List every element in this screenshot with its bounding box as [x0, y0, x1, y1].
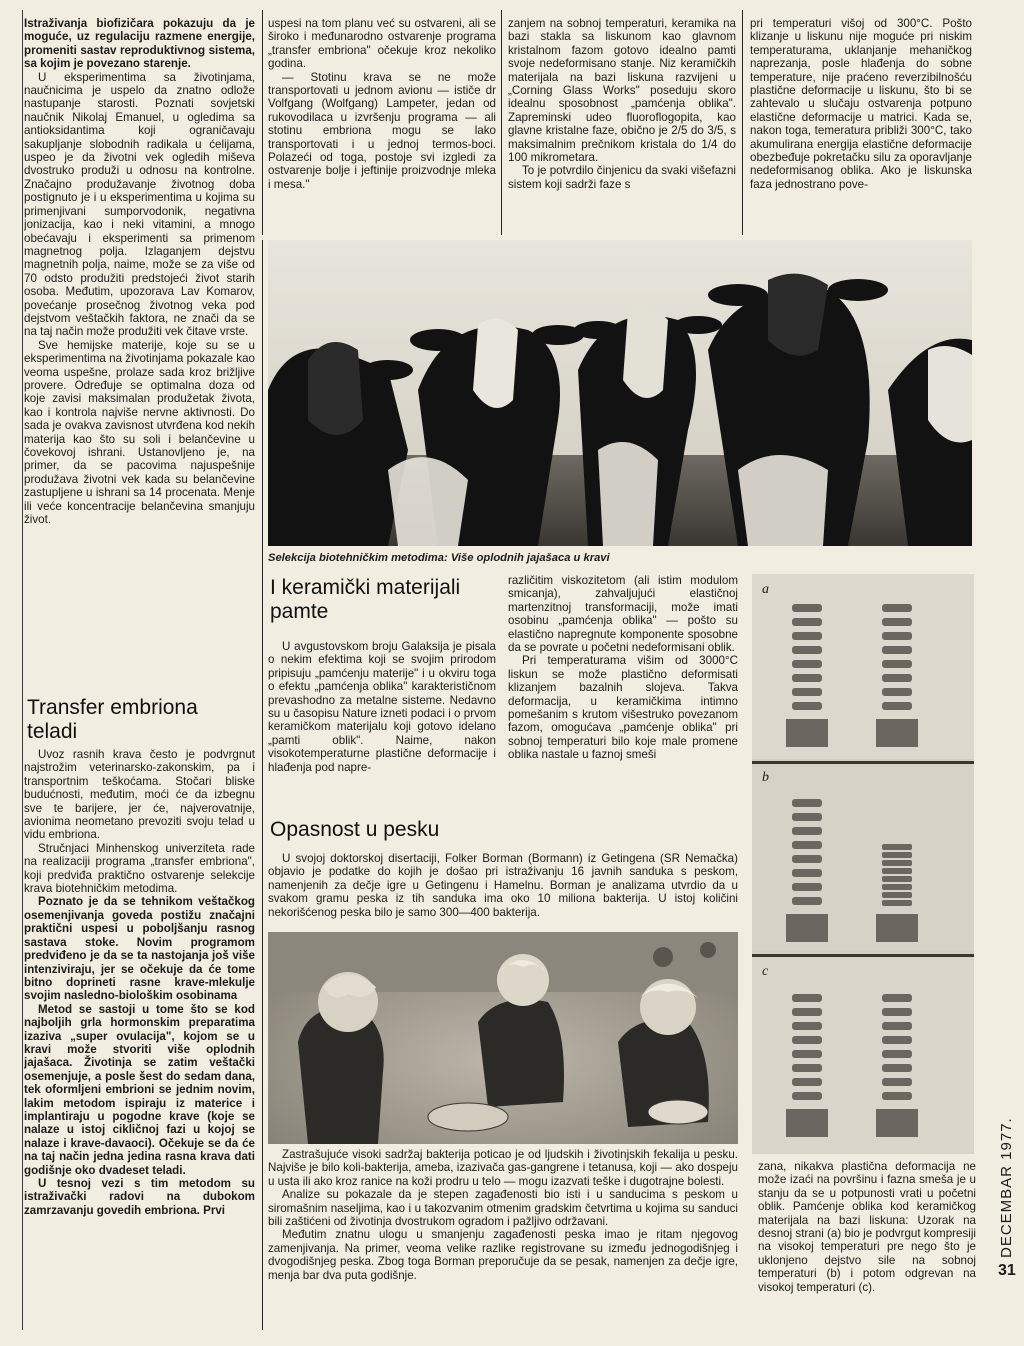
body-paragraph: U tesnoj vezi s tim metodom su istraživački radovi na dubokom zamrzavanju govedih embriona. Prvi	[24, 1177, 255, 1217]
panel-label-c: c	[762, 964, 769, 979]
cows-photo	[268, 240, 972, 546]
spring-samples-illustration	[752, 574, 974, 1154]
page-number: 31	[998, 1262, 1016, 1279]
body-paragraph: Poznato je da se tehnikom veštačkog osemenjivanja goveda postižu značajni praktični uspesi u poboljšanju rasnog sastava stoke. Novim programom predviđeno je da se ta nastojanja još više intenziviraju, jer se očekuje da će tome bitno doprineti rasne krave-mlekulje svojim nasledno-biološkim osobinama	[24, 895, 255, 1003]
transfer-headline: Transfer embriona teladi	[27, 696, 198, 743]
column-4	[750, 17, 972, 232]
body-paragraph: Metod se sastoji u tome što se kod najboljih grla hormonskim preparatima izaziva „super ovulacija", kojom se u kravi može stvoriti više oplodnih jajašaca. Životinja se zatim veštački osemenjuje, a posle šest do sedam dana, tek oformljeni embrioni se jednim novim, lakim metodom ispiraju iz materice i implantiraju u pogodne krave (koje se nalaze u istoj cikličnoj fazi u kojoj se nalaze i krave-davaoci). Očekuje se da će na taj način jedna jedina rasna krava dati godišnje oko dvadeset teladi.	[24, 1002, 255, 1177]
transfer-article	[24, 748, 255, 1334]
column-1	[24, 17, 255, 677]
body-paragraph: To je potvrdilo činjenicu da svaki višefazni sistem koji sadrži faze s	[508, 164, 736, 191]
column-divider	[22, 10, 23, 1330]
panel-label-a: a	[762, 582, 769, 597]
ceramics-col-b	[508, 574, 738, 812]
column-divider	[262, 10, 263, 235]
body-paragraph: Sve hemijske materije, koje su se u eksperimentima na životinjama pokazale kao veoma uspešne, prolaze sada kroz brižljive provere. Određuje se optimalna doza od koje zavisi maksimalan produžetak života, kao i kontrola najviše nervne aktivnosti. Do sada je ovakva zavisnost utvrđena kod nekih materija kao što su soli i belančevine u čovekovoj ishrani. Ustanovljeno je, na primer, da se pacovima najuspešnije produžava životni vek kada su belančevine zastupljene u ishrani sa 14 procenata. Menje ili veće koncentracije belančevina smanjuju život.	[24, 338, 255, 527]
caption-text: zana, nikakva plastična deformacija ne može izaći na površinu i fazna smeša je u stanju da se u potpunosti vrati u početni oblik. Pamćenje oblika kod keramičkog materijala na bazi liskuna: Uzorak na desnoj strani (a) bio je podvrgut kompresiji na visokoj temperaturi pre nego što je uklonjeno dejstvo sile na sobnoj temperaturi (b) i potom odgrevan na visokoj temperaturi (c).	[758, 1160, 976, 1294]
body-paragraph: Međutim znatnu ulogu u smanjenju zagađenosti peska imao je ritam njegovog zamenjivanja. Na primer, veoma velike razlike registrovane su između jednogodišnjeg i dvogodišnjeg peska. Zbog toga Borman preporučuje da se pesak, namenjen za dečje igre, menja bar dva puta godišnje.	[268, 1228, 738, 1282]
body-paragraph: U eksperimentima sa životinjama, naučnicima je uspelo da znatno odlože nastupanje starosti. Poznati sovjetski naučnik Nikolaj Emanuel, u ogledima sa antioksidantima koji ograničavaju sakupljanje slobodnih radikala u ćelijama, uspeo je da životni vek ogledih miševa dvostruko produži u odnosu na kontrolne. Značajno produžavanje životnog doba postignuto je i u eksperimentima u kojima su primenjivani sumporvodonik, negativna jonizacija, kao i neki vitamini, a mnogo obećavaju i eksperimenti sa primenom magnetnog polja. Izlaganjem dejstvu magnetnih polja, naime, može se za više od 70 odsto produžiti predstojeći život starih osoba. Međutim, upozorava Lav Komarov, povećanje prosečnog životnog veka pod dejstvom veštačkih faktora, ne znači da se na taj način može produžiti vek čitave vrste.	[24, 70, 255, 339]
sand-headline: Opasnost u pesku	[270, 818, 440, 841]
body-paragraph: zanjem na sobnoj temperaturi, keramika na bazi stakla sa liskunom kao glavnom kristalnom fazom gotovo idealno pamti svoje nedeformisano stanje. Niz keramičkih materijala na bazi liskuna razvijeni u „Corning Glass Works" poseduju skoro idealnu sposobnost „pamćenja oblika". Zapreminski udeo fluoroflogopita, kao glavne kristalne faze, obično je 2/5 do 3/5, s maksimalnim prečnikom kristala do 1/4 do 100 mikrometara.	[508, 17, 736, 165]
column-divider	[262, 240, 263, 1330]
body-paragraph: uspesi na tom planu već su ostvareni, ali se široko i međunarodno ostvarenje programa „transfer embriona" očekuje kroz nekoliko godina.	[268, 17, 496, 71]
issue-date: DECEMBAR 1977.	[998, 1117, 1015, 1258]
children-illustration	[268, 932, 738, 1144]
body-paragraph: U avgustovskom broju Galaksija je pisala o nekim efektima koji se svojim prirodom pripisuju „pamćenju materije" i u okviru toga o efektu „pamćenja oblika" karakterističnom prevashodno za metalne sisteme. Nedavno su u časopisu Nature izneti podaci i o prvom keramičkom materijalu koji gotovo idelano „pamti oblik". Naime, nakon visokotemperaturne plastične deformacije i hlađenja pod napre-	[268, 640, 496, 774]
spring-panels	[752, 574, 974, 1154]
body-paragraph: Stručnjaci Minhenskog univerziteta rade na realizaciji programa „transfer embriona", koji predviđa praktično ostvarenje selekcije krava biotehničkim metodima.	[24, 841, 255, 896]
body-paragraph: Analize su pokazale da je stepen zagađenosti bio isti i u sanducima s peskom u siromašnim naseljima, kao i u takozvanim otmenim gradskim četvrtima u kojima su sanduci bili zaštićeni od životinja dvostrukom ogradom i pažljivo održavani.	[268, 1188, 738, 1229]
intro-paragraph: Istraživanja biofizičara pokazuju da je moguće, uz regulaciju razmene energije, promeniti sastav reproduktivnog sistema, sa kojim je povezano starenje.	[24, 17, 255, 71]
body-paragraph: U svojoj doktorskoj disertaciji, Folker Borman (Bormann) iz Getingena (SR Nemačka) objavio je podatke do kojih je došao pri istraživanju 16 javnih sanduka s peskom, namenjenih za dečje igre u Getingenu i Hamelnu. Borman je analizama utvrdio da u svakom gramu peska iz tih sanduka ima oko 10 miliona bakterija. U istoj količini nekorišćenog peska bilo je samo 300—400 bakterija.	[268, 852, 738, 919]
body-paragraph: Uvoz rasnih krava često je podvrgnut najstrožim veterinarsko-zakonskim, pa i transportnim teškoćama. Stočari bliske budućnosti, međutim, moći će da izbegnu sve te barijere, jer će, najverovatnije, avionima neometano prevoziti svoju telad u vidu embriona.	[24, 748, 255, 842]
column-3	[508, 17, 736, 232]
column-divider	[501, 10, 502, 235]
body-paragraph: Zastrašujuće visoki sadržaj bakterija poticao je od ljudskih i životinjskih fekalija u pesku. Najviše je bilo koli-bakterija, ameba, izazivača gas-gangrene i tetanusa, koji — ako dospeju u usta ili ako kroz ranice na koži prodru u telo — mogu izazvati teške i dugotrajne bolesti.	[268, 1148, 738, 1188]
spring-caption	[758, 1160, 976, 1328]
body-paragraph: različitim viskozitetom (ali istim modulom smicanja), zahvaljujući elastičnoj martenzitnoj transformaciji, može imati osobinu „pamćenja oblika" — pošto su elastično napregnute komponente sposobne da se povrate u početni nedeformisani oblik.	[508, 574, 738, 655]
body-paragraph: pri temperaturi višoj od 300°C. Pošto klizanje u liskunu nije moguće pri niskim temperaturama, uklanjanje mehaničkog naprezanja, posle hlađenja do sobne temperature, nije praćeno reverzibilnošću plastične deformacije u liskunu, što bi se zahtevalo u slučaju ostvarenja potpuno elastične deformacije u matrici. Kada se, nakon toga, temeratura približi 300°C, tako akumulirana energija elastične deformacije obezbeđuje pokretačku silu za oporavljanje nedeformisanog oblika. Ako je liskunska faza jednostrano pove-	[750, 17, 972, 191]
ceramics-headline: I keramički materijali pamte	[270, 576, 461, 623]
ceramics-col-a	[268, 640, 496, 812]
cows-caption	[268, 552, 972, 565]
caption-label: Selekcija biotehničkim metodima:	[268, 552, 448, 564]
sand-continued	[268, 1148, 738, 1334]
caption-text: Više oplodnih jajašaca u kravi	[450, 552, 610, 564]
children-photo	[268, 932, 738, 1144]
column-2	[268, 17, 496, 232]
panel-label-b: b	[762, 770, 769, 785]
column-divider	[742, 10, 743, 235]
sand-intro	[268, 852, 738, 930]
body-paragraph: Pri temperaturama višim od 3000°C liskun se može plastično deformisati klizanjem bazalnih slojeva. Takva deformacija, u keramičkima intimno pomešanim s krutom višestruko povezanom fazom, omogućava „pamćenje oblika" pri sobnoj temperaturi bilo koje male promene oblika nastale u faznoj smeši	[508, 654, 738, 762]
body-paragraph: — Stotinu krava se ne može transportovati u jednom avionu — ističe dr Volfgang (Wolfgang) Lampeter, jedan od rukovodilaca u izvršenju programa — ali stotinu embriona mogu se lako transportovati i u jednoj termos-boci. Polazeći od toga, postoje svi izgledi za ostvarenje bolje i jeftinije proizvodnje mleka i mesa."	[268, 70, 496, 191]
cows-illustration	[268, 240, 972, 546]
